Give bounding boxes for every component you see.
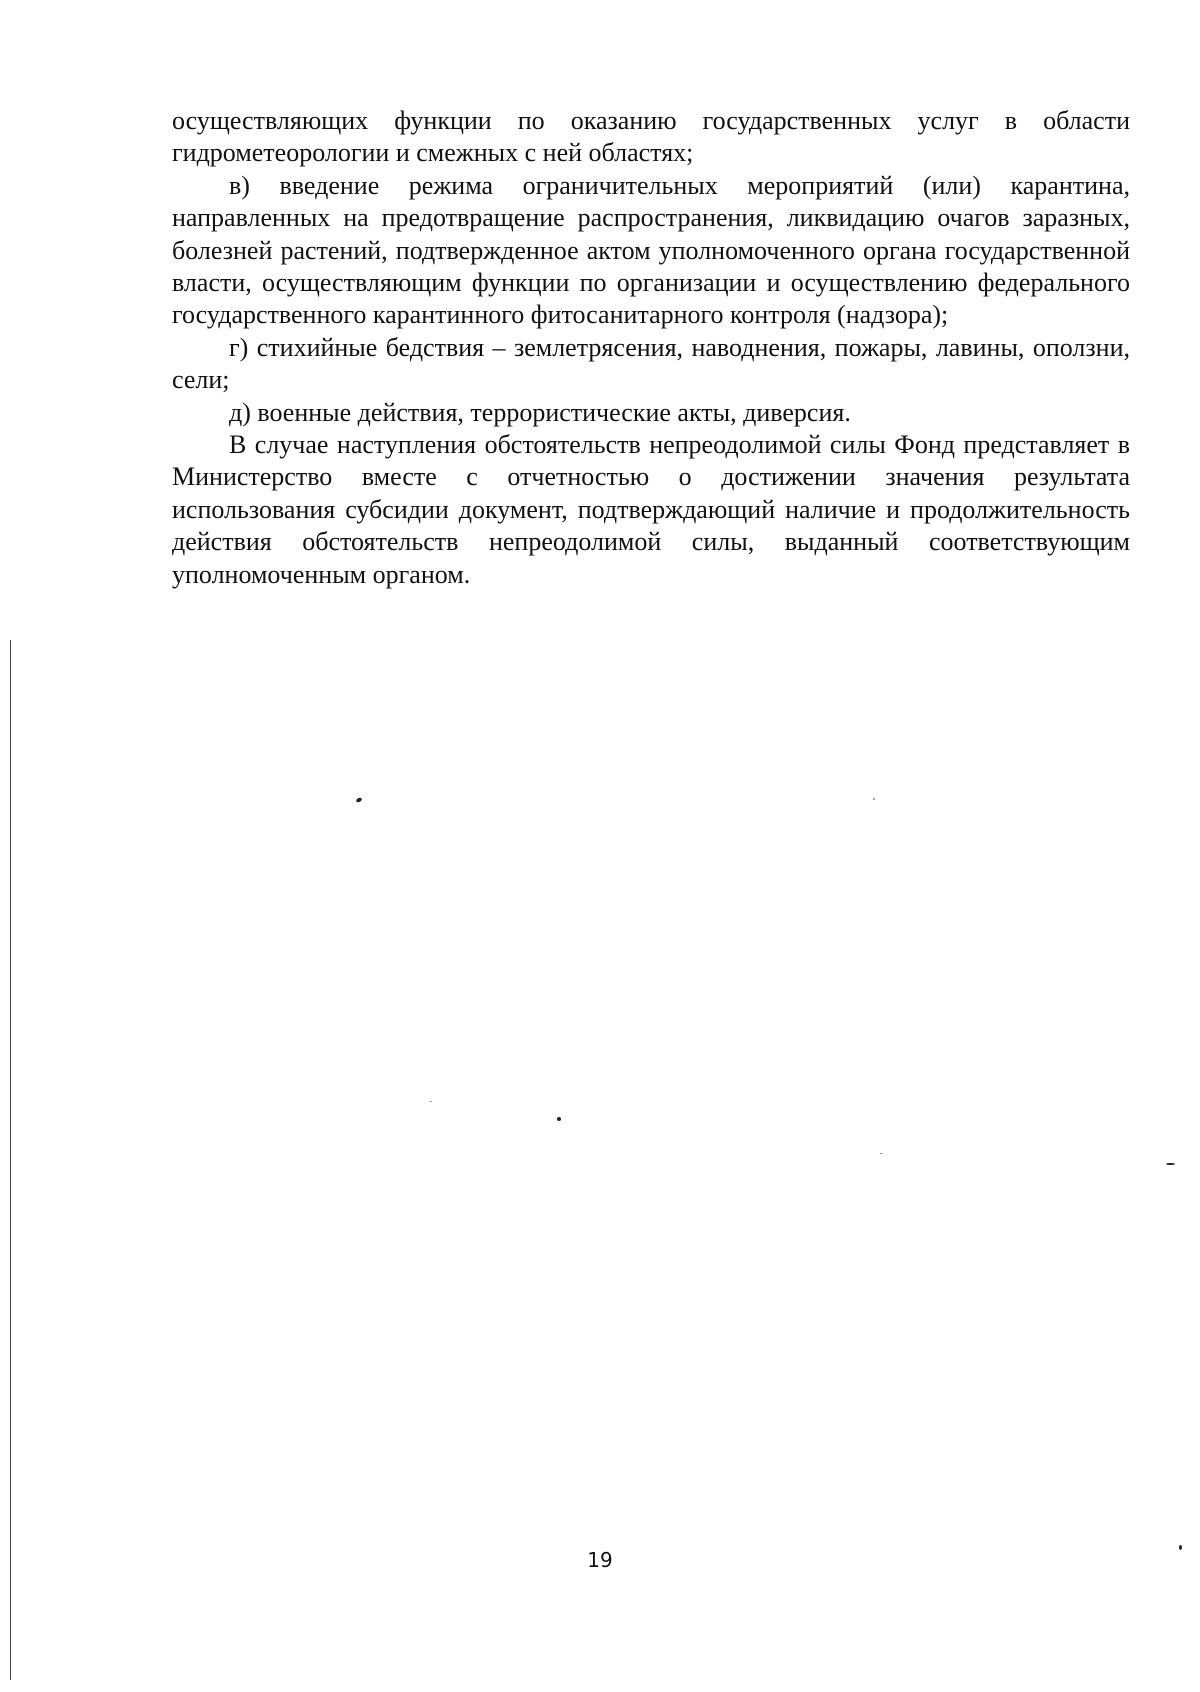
- paragraph-item-d: д) военные действия, террористические акты, диверсия.: [229, 397, 851, 427]
- paragraph-item-v: в) введение режима ограничительных мероприятий (или) карантина, направленных на предотвращение распространения, ликвидацию очагов заразных, болезней растений, подтвержденное актом уполномоченного органа государственной власти, осуществляющим функции по организации и осуществлению федерального государственного карантинного фитосанитарного контроля (надзора);: [172, 170, 1130, 330]
- scan-speck: [873, 798, 875, 800]
- scan-speck: [557, 1117, 561, 1121]
- scan-speck: [1166, 1163, 1175, 1165]
- scan-speck: [429, 1101, 432, 1102]
- scan-edge-line: [10, 640, 11, 1680]
- page-number: 19: [587, 1548, 613, 1572]
- paragraph-item-g: г) стихийные бедствия – землетрясения, наводнения, пожары, лавины, оползни, сели;: [172, 332, 1130, 395]
- document-body: [172, 105, 1130, 591]
- paragraph-continuation: осуществляющих функции по оказанию государственных услуг в области гидрометеорологии и смежных с ней областях;: [172, 106, 1130, 168]
- scan-speck: [880, 1153, 883, 1154]
- scan-speck: [355, 797, 362, 803]
- paragraph-force-majeure: В случае наступления обстоятельств непреодолимой силы Фонд представляет в Министерство вместе с отчетностью о достижении значения результата использования субсидии документ, подтверждающий наличие и продолжительность действия обстоятельств непреодолимой силы, выданный соответствующим уполномоченным органом.: [172, 430, 1130, 589]
